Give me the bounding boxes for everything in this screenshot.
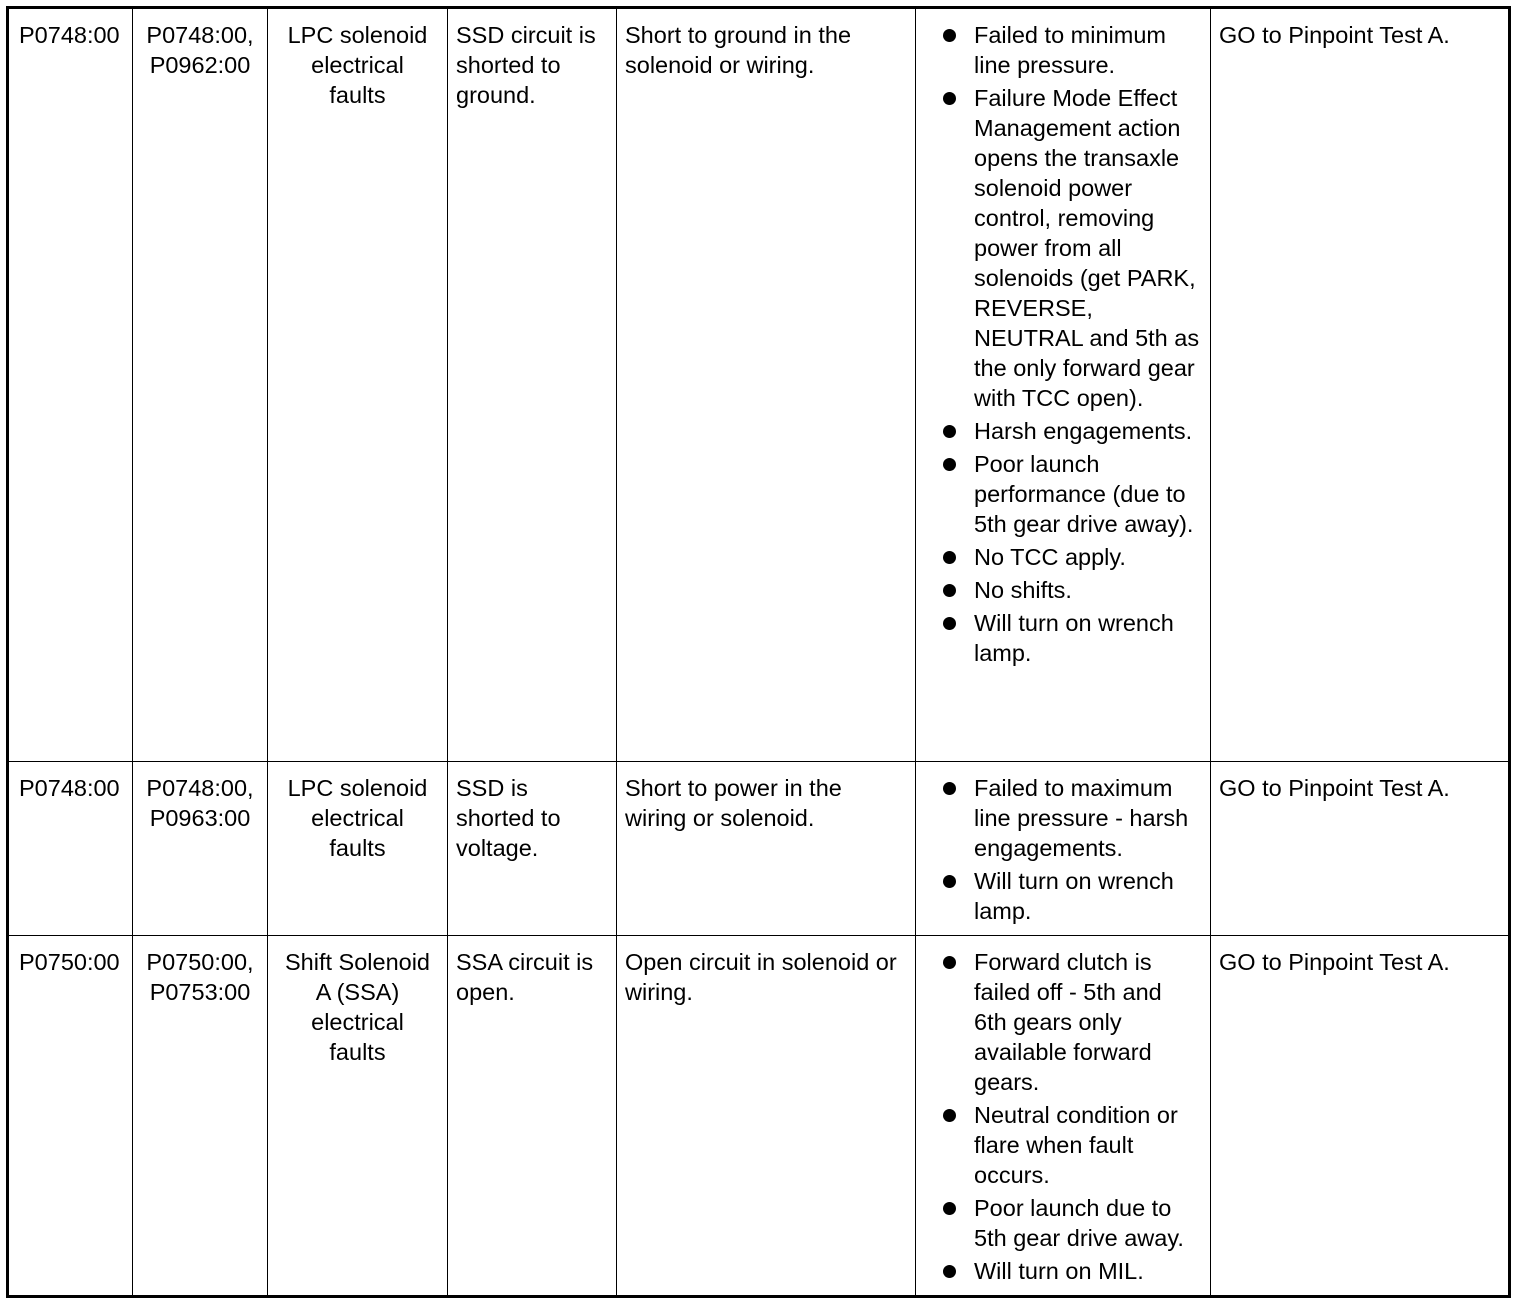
condition-cell: SSD circuit is shorted to ground. (448, 8, 617, 762)
bullet-icon (943, 551, 956, 564)
related-codes-cell: P0748:00, P0962:00 (133, 8, 268, 762)
list-item (924, 416, 1202, 446)
action-cell: GO to Pinpoint Test A. (1211, 8, 1510, 762)
symptom-text: Will turn on MIL. (974, 1258, 1144, 1284)
related-codes-cell: P0750:00, P0753:00 (133, 936, 268, 1297)
symptom-list (924, 773, 1202, 926)
symptom-text: Neutral condition or flare when fault occurs. (974, 1102, 1178, 1188)
bullet-icon (943, 92, 956, 105)
action-cell: GO to Pinpoint Test A. (1211, 762, 1510, 936)
symptom-text: Harsh engagements. (974, 418, 1193, 444)
list-item (924, 542, 1202, 572)
dtc-code-cell: P0750:00 (8, 936, 133, 1297)
possible-source-cell: Open circuit in solenoid or wiring. (617, 936, 916, 1297)
list-item (924, 1256, 1202, 1286)
symptom-text: Failed to minimum line pressure. (974, 22, 1166, 78)
condition-cell: SSA circuit is open. (448, 936, 617, 1297)
bullet-icon (943, 875, 956, 888)
bullet-icon (943, 29, 956, 42)
bullet-icon (943, 425, 956, 438)
symptom-text: No shifts. (974, 577, 1072, 603)
table-row (8, 8, 1510, 762)
bullet-icon (943, 1109, 956, 1122)
symptoms-cell (916, 762, 1211, 936)
bullet-icon (943, 584, 956, 597)
symptom-text: Failure Mode Effect Management action opens the transaxle solenoid power control, removing power from all solenoids (get PARK, REVERSE, NEUTRAL and 5th as the only forward gear with TCC open). (974, 85, 1200, 411)
dtc-code-cell: P0748:00 (8, 8, 133, 762)
dtc-code-cell: P0748:00 (8, 762, 133, 936)
symptoms-cell (916, 8, 1211, 762)
description-cell: LPC solenoid electrical faults (268, 762, 448, 936)
symptom-text: Will turn on wrench lamp. (974, 610, 1174, 666)
symptom-list (924, 20, 1202, 668)
bullet-icon (943, 617, 956, 630)
symptom-text: No TCC apply. (974, 544, 1126, 570)
symptom-text: Forward clutch is failed off - 5th and 6th gears only available forward gears. (974, 949, 1162, 1095)
symptom-text: Failed to maximum line pressure - harsh engagements. (974, 775, 1189, 861)
list-item (924, 83, 1202, 413)
list-item (924, 20, 1202, 80)
dtc-table (6, 6, 1511, 1298)
symptom-text: Will turn on wrench lamp. (974, 868, 1174, 924)
symptoms-cell (916, 936, 1211, 1297)
list-item (924, 773, 1202, 863)
condition-cell: SSD is shorted to voltage. (448, 762, 617, 936)
list-item (924, 866, 1202, 926)
possible-source-cell: Short to ground in the solenoid or wiring. (617, 8, 916, 762)
action-cell: GO to Pinpoint Test A. (1211, 936, 1510, 1297)
description-cell: LPC solenoid electrical faults (268, 8, 448, 762)
list-item (924, 575, 1202, 605)
list-item (924, 947, 1202, 1097)
list-item (924, 1100, 1202, 1190)
bullet-icon (943, 1265, 956, 1278)
table-row (8, 762, 1510, 936)
list-item (924, 608, 1202, 668)
possible-source-cell: Short to power in the wiring or solenoid. (617, 762, 916, 936)
bullet-icon (943, 782, 956, 795)
symptom-text: Poor launch performance (due to 5th gear drive away). (974, 451, 1194, 537)
bullet-icon (943, 458, 956, 471)
symptom-list (924, 947, 1202, 1286)
symptom-text: Poor launch due to 5th gear drive away. (974, 1195, 1184, 1251)
list-item (924, 1193, 1202, 1253)
bullet-icon (943, 1202, 956, 1215)
related-codes-cell: P0748:00, P0963:00 (133, 762, 268, 936)
description-cell: Shift Solenoid A (SSA) electrical faults (268, 936, 448, 1297)
list-item (924, 449, 1202, 539)
bullet-icon (943, 956, 956, 969)
table-row (8, 936, 1510, 1297)
